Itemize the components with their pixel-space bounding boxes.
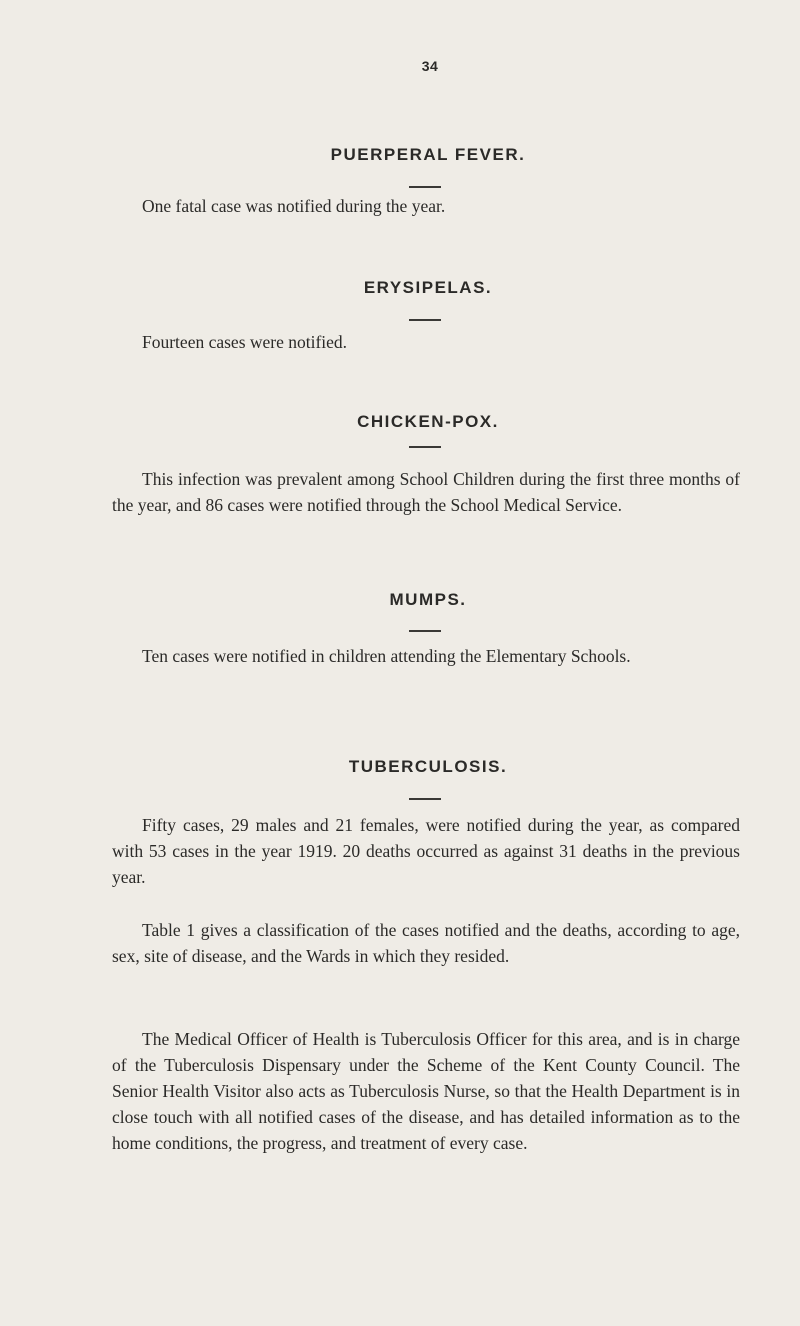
paragraph-chicken-pox: This infection was prevalent among School Children during the first three months of the year, and 86 cases were notified through the School Medical Service. <box>112 469 740 515</box>
heading-erysipelas: ERYSIPELAS. <box>363 278 493 297</box>
paragraph-tuberculosis-officer: The Medical Officer of Health is Tuberculosis Officer for this area, and is in charge of the Tuberculosis Dispensary under the Scheme of the Kent County Council. The Senior Health Visitor also acts as Tuberculosis Nurse, so that the Health Department is in close touch with all notified cases of the disease, and has detailed information as to the home conditions, the progress, and treatment of every case. <box>112 1029 740 1153</box>
section-rule <box>409 446 441 448</box>
section-rule <box>409 186 441 188</box>
section-rule <box>409 798 441 800</box>
page-number: 34 <box>421 58 439 74</box>
heading-puerperal-fever: PUERPERAL FEVER. <box>330 145 526 164</box>
heading-mumps: MUMPS. <box>389 590 467 609</box>
heading-tuberculosis: TUBERCULOSIS. <box>348 757 508 776</box>
paragraph-erysipelas: Fourteen cases were notified. <box>142 332 348 352</box>
section-rule <box>409 319 441 321</box>
paragraph-puerperal-fever: One fatal case was notified during the year. <box>142 196 446 216</box>
paragraph-mumps: Ten cases were notified in children attending the Elementary Schools. <box>142 646 631 666</box>
section-rule <box>409 630 441 632</box>
heading-chicken-pox: CHICKEN-POX. <box>357 412 499 431</box>
paragraph-tuberculosis-cases: Fifty cases, 29 males and 21 females, were notified during the year, as compared with 53 cases in the year 1919. 20 deaths occurred as against 31 deaths in the previous year. <box>112 815 740 887</box>
paragraph-tuberculosis-table: Table 1 gives a classification of the cases notified and the deaths, according to age, sex, site of disease, and the Wards in which they resided. <box>112 920 740 966</box>
